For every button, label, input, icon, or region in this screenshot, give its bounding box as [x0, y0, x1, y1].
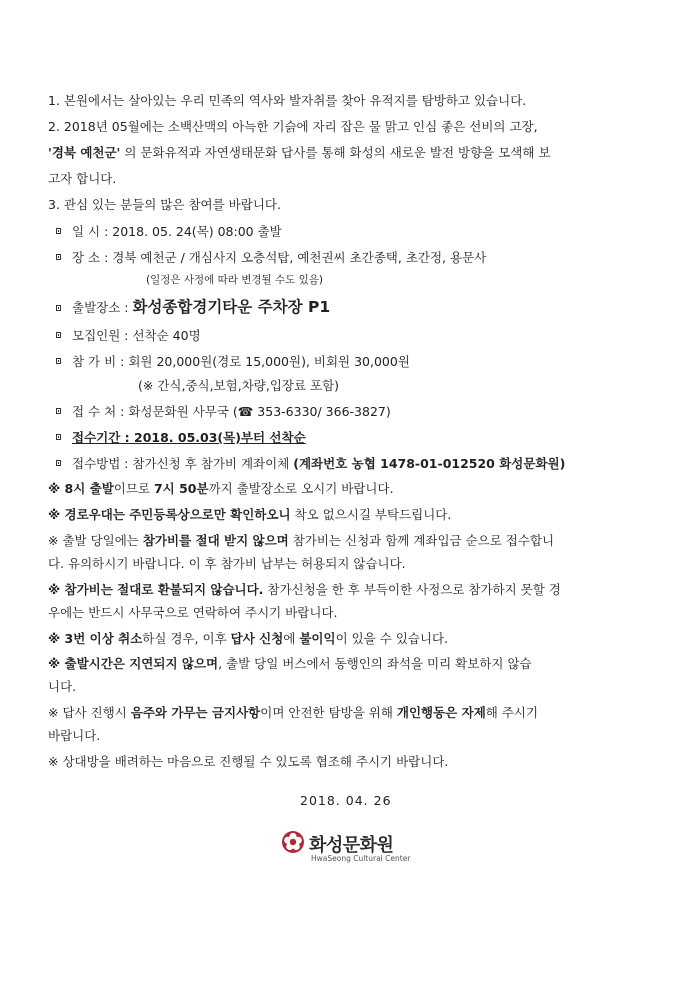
document-date: 2018. 04. 26 [300, 793, 392, 808]
note-7-line-2: 바랍니다. [48, 728, 101, 743]
note-5-c: 답사 신청 [230, 631, 284, 646]
detail-method [48, 456, 565, 472]
note-4-a: ※ 참가비는 절대로 환불되지 않습니다. [48, 582, 264, 597]
note-7-b: 음주와 가무는 금지사항 [130, 705, 261, 720]
note-7-line-1 [48, 705, 538, 721]
detail-reception-text: 접 수 처 : 화성문화원 사무국 (☎ 353-6330/ 366-3827) [72, 404, 391, 419]
detail-method-text: 접수방법 : 참가신청 후 참가비 계좌이체 [72, 456, 294, 471]
paragraph-2-line-1: 2. 2018년 05월에는 소백산맥의 아늑한 기슭에 자리 잡은 물 맑고 인심 좋은 선비의 고장, [48, 119, 538, 134]
detail-method-account: (계좌번호 농협 1478-01-012520 화성문화원) [293, 456, 566, 471]
detail-place [48, 250, 486, 266]
paragraph-3: 3. 관심 있는 분들의 많은 참여를 바랍니다. [48, 197, 281, 212]
detail-fee-text: 참 가 비 : 회원 20,000원(경로 15,000원), 비회원 30,000원 [72, 354, 410, 369]
bullet-icon [56, 332, 61, 338]
note-5-b: 하실 경우, 이후 [142, 631, 231, 646]
note-2 [48, 507, 451, 523]
detail-period [48, 430, 306, 446]
detail-place-text: 장 소 : 경북 예천군 / 개심사지 오층석탑, 예천권씨 초간종택, 초간정, 용문사 [72, 250, 487, 265]
note-6-line-2: 니다. [48, 679, 77, 694]
note-5-a: ※ 3번 이상 취소 [48, 631, 143, 646]
note-3-c: 참가비는 신청과 함께 계좌입금 순으로 접수합니 [288, 533, 555, 548]
bullet-icon [56, 254, 61, 260]
detail-recruit-text: 모집인원 : 선착순 40명 [72, 328, 201, 343]
note-3-line-2: 다. 유의하시기 바랍니다. 이 후 참가비 납부는 허용되지 않습니다. [48, 556, 406, 571]
note-1-a: ※ 8시 출발 [48, 481, 114, 496]
note-7-e: 해 주시기 [485, 705, 539, 720]
detail-reception [48, 404, 391, 420]
paragraph-1: 1. 본원에서는 살아있는 우리 민족의 역사와 발자취를 찾아 유적지를 탐방하고 있습니다. [48, 93, 527, 108]
detail-fee [48, 354, 410, 370]
flower-emblem-icon [281, 830, 305, 854]
bullet-icon [56, 460, 61, 466]
note-4-line-1 [48, 582, 561, 598]
detail-departure-label: 출발장소 : [72, 300, 133, 315]
note-2-a: ※ 경로우대는 주민등록상으로만 확인하오니 [48, 507, 291, 522]
note-1-b: 이므로 [113, 481, 154, 496]
note-1-c: 7시 50분 [153, 481, 209, 496]
note-7-d: 개인행동은 자제 [396, 705, 486, 720]
note-4-line-2: 우에는 반드시 사무국으로 연락하여 주시기 바랍니다. [48, 605, 338, 620]
note-3-a: ※ 출발 당일에는 [48, 533, 143, 548]
detail-fee-note: (※ 간식,중식,보험,차량,입장료 포함) [138, 378, 340, 393]
detail-date-text: 일 시 : 2018. 05. 24(목) 08:00 출발 [72, 224, 282, 239]
note-5-d: 에 [283, 631, 300, 646]
note-4-b: 참가신청을 한 후 부득이한 사정으로 참가하지 못할 경 [263, 582, 561, 597]
paragraph-2-line-3: 고자 합니다. [48, 171, 117, 186]
note-5 [48, 631, 448, 647]
note-8: ※ 상대방을 배려하는 마음으로 진행될 수 있도록 협조해 주시기 바랍니다. [48, 754, 449, 769]
paragraph-2-line-2 [48, 145, 551, 161]
bullet-icon [56, 408, 61, 414]
org-name: 화성문화원 [309, 835, 394, 856]
org-english-name: HwaSeong Cultural Center [311, 854, 411, 863]
bullet-icon [56, 434, 61, 440]
bullet-icon [56, 358, 61, 364]
note-6-b: , 출발 당일 버스에서 동행인의 좌석을 미리 확보하지 않습 [218, 656, 532, 671]
bullet-icon [56, 305, 61, 311]
note-6-line-1 [48, 656, 532, 672]
note-1 [48, 481, 394, 497]
note-7-a: ※ 답사 진행시 [48, 705, 131, 720]
org-logo [281, 830, 421, 870]
note-3-line-1 [48, 533, 554, 549]
note-5-e: 불이익 [299, 631, 336, 646]
highlight-region: '경북 예천군' [48, 145, 121, 160]
detail-recruit [48, 328, 201, 344]
detail-date [48, 224, 282, 240]
detail-period-text: 접수기간 : 2018. 05.03(목)부터 선착순 [72, 430, 306, 445]
detail-place-note: (일정은 사정에 따라 변경될 수도 있음) [146, 274, 324, 286]
note-5-f: 이 있을 수 있습니다. [335, 631, 449, 646]
note-2-b: 착오 없으시길 부탁드립니다. [290, 507, 452, 522]
note-7-c: 이며 안전한 탐방을 위해 [260, 705, 397, 720]
note-6-a: ※ 출발시간은 지연되지 않으며 [48, 656, 219, 671]
note-3-b: 참가비를 절대 받지 않으며 [142, 533, 289, 548]
paragraph-2-text: 의 문화유적과 자연생태문화 답사를 통해 화성의 새로운 발전 방향을 모색해 보 [120, 145, 551, 160]
bullet-icon [56, 228, 61, 234]
detail-departure [48, 299, 330, 316]
note-1-d: 까지 출발장소로 오시기 바랍니다. [208, 481, 394, 496]
detail-departure-value: 화성종합경기타운 주차장 P1 [132, 298, 331, 316]
